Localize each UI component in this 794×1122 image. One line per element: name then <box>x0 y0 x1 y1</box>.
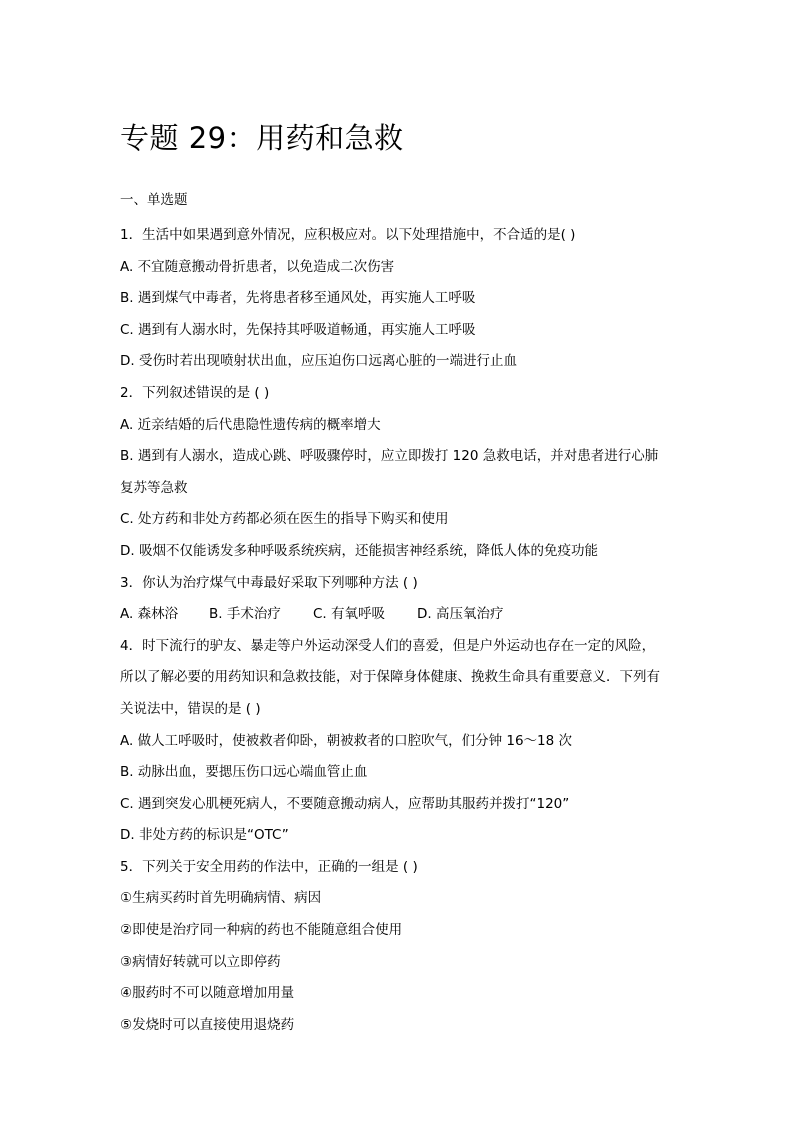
statement-1: ①生病买药时首先明确病情、病因 <box>120 890 322 907</box>
option-b: B. 遇到煤气中毒者，先将患者移至通风处，再实施人工呼吸 <box>120 290 476 307</box>
option-c: C. 处方药和非处方药都必须在医生的指导下购买和使用 <box>120 511 449 528</box>
question-list <box>120 220 690 1041</box>
question-stem-line-1: 4．时下流行的驴友、暴走等户外运动深受人们的喜爱，但是户外运动也存在一定的风险， <box>120 637 656 654</box>
option-d: D. 受伤时若出现喷射状出血，应压迫伤口远离心脏的一端进行止血 <box>120 353 517 370</box>
statement-5: ⑤发烧时可以直接使用退烧药 <box>120 1016 295 1033</box>
statement-4: ④服药时不可以随意增加用量 <box>120 985 295 1002</box>
statement-3: ③病情好转就可以立即停药 <box>120 953 281 970</box>
option-a: A. 不宜随意搬动骨折患者，以免造成二次伤害 <box>120 258 395 275</box>
option-c: C. 有氧呼吸 <box>313 606 386 623</box>
option-b: B. 动脉出血，要揌压伤口远心端血管止血 <box>120 764 368 781</box>
option-c: C. 遇到有人溺水时，先保持其呼吸道畅通，再实施人工呼吸 <box>120 321 476 338</box>
option-a: A. 近亲结婚的后代患隐性遗传病的概率增大 <box>120 416 381 433</box>
statement-2: ②即使是治疗同一种病的药也不能随意组合使用 <box>120 922 403 939</box>
question-stem: 5．下列关于安全用药的作法中，正确的一组是 ( ) <box>120 858 418 875</box>
option-d: D. 高压氧治疗 <box>417 606 504 623</box>
page-title: 专题 29：用药和急救 <box>120 121 404 155</box>
option-b: B. 手术治疗 <box>209 606 281 623</box>
section-heading: 一、单选题 <box>120 192 188 208</box>
option-a: A. 森林浴 <box>120 606 179 623</box>
options-row <box>120 599 690 631</box>
question-stem-line-3: 关说法中，错误的是 ( ) <box>120 700 261 717</box>
option-d: D. 吸烟不仅能诱发多种呼吸系统疾病，还能损害神经系统，降低人体的免疫功能 <box>120 542 598 559</box>
question-stem: 1．生活中如果遇到意外情况，应积极应对。以下处理措施中，不合适的是( ) <box>120 227 576 243</box>
option-b-continued: 复苏等急救 <box>120 479 188 496</box>
option-a: A. 做人工呼吸时，使被救者仰卧，朝被救者的口腔吹气，们分钟 16～18 次 <box>120 732 573 749</box>
question-stem: 3．你认为治疗煤气中毒最好采取下列哪种方法 ( ) <box>120 574 418 591</box>
option-c: C. 遇到突发心肌梗死病人，不要随意搬动病人，应帮助其服药并拨打“120” <box>120 795 570 812</box>
option-b: B. 遇到有人溺水，造成心跳、呼吸骤停时，应立即拨打 120 急救电话，并对患者进行心肺 <box>120 448 659 465</box>
option-d: D. 非处方药的标识是“OTC” <box>120 827 289 844</box>
question-stem: 2．下列叙述错误的是 ( ) <box>120 384 270 401</box>
question-stem-line-2: 所以了解必要的用药知识和急救技能，对于保障身体健康、挽救生命具有重要意义．下列有 <box>120 669 660 686</box>
